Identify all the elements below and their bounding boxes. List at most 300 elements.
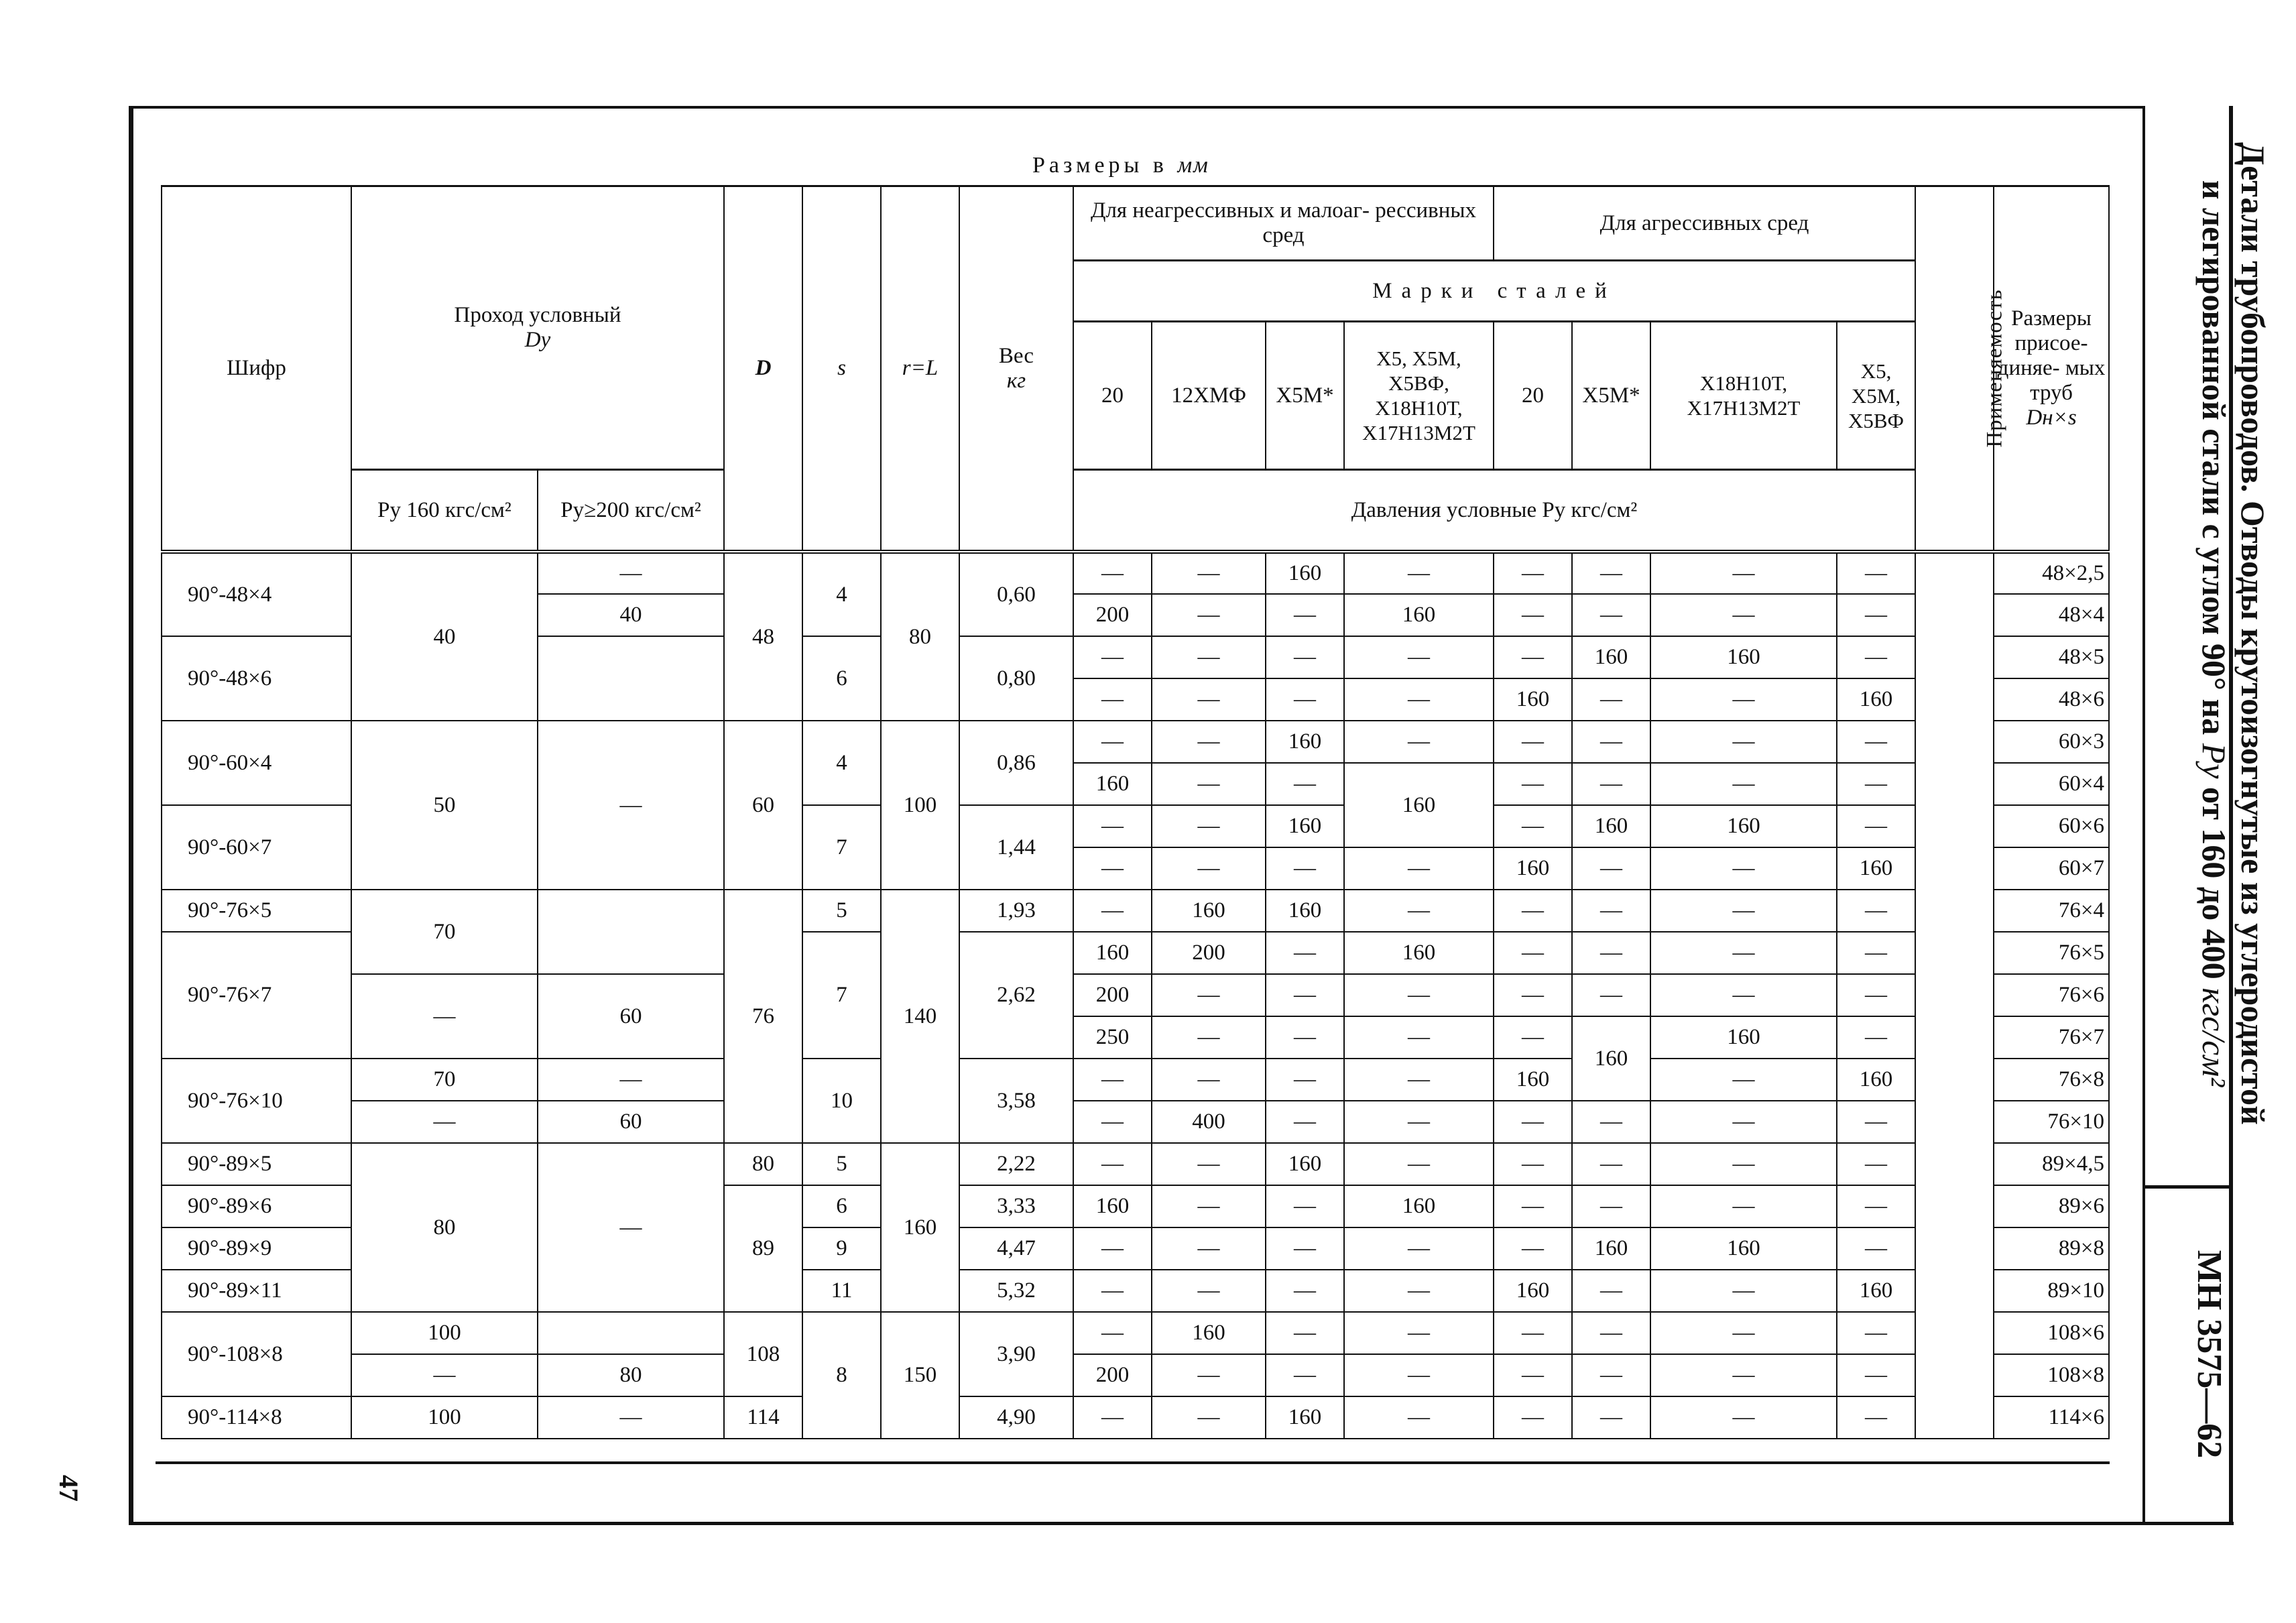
- connected-cell: 76×4: [1994, 890, 2109, 932]
- pressure-cell: —: [1344, 974, 1494, 1016]
- pressure-cell: —: [1344, 678, 1494, 721]
- pressure-cell: —: [1344, 1396, 1494, 1439]
- pressure-cell: —: [1650, 678, 1837, 721]
- pressure-cell: —: [1837, 1354, 1915, 1396]
- connected-cell: 76×7: [1994, 1016, 2109, 1059]
- pressure-cell: 160: [1344, 594, 1494, 636]
- pressure-cell: —: [1837, 594, 1915, 636]
- pressure-cell: —: [1266, 678, 1344, 721]
- table-row: [162, 974, 2109, 1016]
- pressure-cell: —: [1650, 763, 1837, 805]
- pressure-cell: —: [1494, 1227, 1572, 1270]
- pressure-cell: 160: [1266, 805, 1344, 847]
- py160-header: Pу 160 кгс/см²: [351, 470, 538, 552]
- s-cell: 9: [802, 1227, 881, 1270]
- pressure-cell: 160: [1572, 1016, 1650, 1101]
- pressure-cell: —: [1266, 1312, 1344, 1354]
- pressure-cell: —: [1837, 1312, 1915, 1354]
- pressure-cell: —: [1494, 932, 1572, 974]
- pressure-cell: 160: [1837, 678, 1915, 721]
- py200-cell: 60: [538, 1101, 724, 1143]
- pressure-cell: —: [1837, 1227, 1915, 1270]
- pressure-cell: —: [1344, 721, 1494, 763]
- code-cell: 90°-89×5: [162, 1143, 351, 1185]
- connected-cell: 89×10: [1994, 1270, 2109, 1312]
- table-row: [162, 552, 2109, 594]
- pressure-cell: 160: [1073, 1185, 1152, 1227]
- connected-cell: 48×5: [1994, 636, 2109, 678]
- pressure-cell: —: [1152, 552, 1266, 594]
- connected-cell: 89×4,5: [1994, 1143, 2109, 1185]
- s-cell: 6: [802, 636, 881, 721]
- pressure-cell: —: [1650, 1185, 1837, 1227]
- pressure-cell: —: [1837, 932, 1915, 974]
- col-code-header: Шифр: [162, 186, 351, 552]
- pressure-cell: —: [1266, 974, 1344, 1016]
- s-cell: 10: [802, 1059, 881, 1143]
- pressure-cell: —: [1572, 1354, 1650, 1396]
- pressure-cell: —: [1073, 636, 1152, 678]
- pressure-cell: —: [1837, 721, 1915, 763]
- s-cell: 4: [802, 552, 881, 636]
- table-row: [162, 1396, 2109, 1439]
- pressure-cell: —: [1650, 890, 1837, 932]
- pressure-cell: 160: [1266, 890, 1344, 932]
- py160-cell: 80: [351, 1143, 538, 1312]
- py160-cell: 100: [351, 1312, 538, 1354]
- pressure-cell: —: [1572, 1396, 1650, 1439]
- rL-cell: 140: [881, 890, 959, 1143]
- pressure-cell: —: [1266, 1016, 1344, 1059]
- table-row: [162, 1354, 2109, 1396]
- pressure-cell: —: [1152, 1396, 1266, 1439]
- s-cell: 11: [802, 1270, 881, 1312]
- weight-cell: 5,32: [959, 1270, 1073, 1312]
- table-row: [162, 1059, 2109, 1101]
- pressure-cell: —: [1152, 594, 1266, 636]
- pressure-cell: —: [1344, 1270, 1494, 1312]
- connected-cell: 60×6: [1994, 805, 2109, 847]
- grade-header-7: Х18Н10Т, Х17Н13М2Т: [1650, 322, 1837, 470]
- pressure-cell: —: [1344, 1312, 1494, 1354]
- frame-top-line: [131, 106, 2142, 109]
- pressure-cell: 160: [1650, 805, 1837, 847]
- grade-header-8: Х5, Х5М, Х5ВФ: [1837, 322, 1915, 470]
- D-cell: 48: [724, 552, 802, 721]
- code-cell: 90°-114×8: [162, 1396, 351, 1439]
- pressure-cell: —: [1266, 1059, 1344, 1101]
- pressure-cell: —: [1344, 1354, 1494, 1396]
- connected-cell: 108×8: [1994, 1354, 2109, 1396]
- table-row: [162, 721, 2109, 763]
- weight-cell: 0,80: [959, 636, 1073, 721]
- pressure-cell: 250: [1073, 1016, 1152, 1059]
- pressure-cell: —: [1152, 974, 1266, 1016]
- s-cell: 5: [802, 890, 881, 932]
- pressure-cell: —: [1152, 1059, 1266, 1101]
- pressure-cell: —: [1650, 1270, 1837, 1312]
- pressure-cell: —: [1344, 636, 1494, 678]
- pressure-cell: 160: [1572, 805, 1650, 847]
- pressure-cell: —: [1572, 974, 1650, 1016]
- pressure-cell: —: [1494, 763, 1572, 805]
- pressure-cell: —: [1494, 721, 1572, 763]
- pressure-cell: —: [1073, 1270, 1152, 1312]
- applicability-header: Применяемость: [1915, 186, 1994, 552]
- pressure-cell: —: [1494, 636, 1572, 678]
- units-caption: Размеры в мм: [1032, 153, 1209, 178]
- aggressive-header: Для агрессивных сред: [1494, 186, 1915, 261]
- py200-cell: [538, 1312, 724, 1354]
- code-cell: 90°-48×6: [162, 636, 351, 721]
- py200-cell: —: [538, 721, 724, 890]
- s-cell: 4: [802, 721, 881, 805]
- weight-cell: 0,86: [959, 721, 1073, 805]
- pressure-cell: —: [1837, 763, 1915, 805]
- pressure-cell: —: [1572, 1101, 1650, 1143]
- weight-cell: 4,47: [959, 1227, 1073, 1270]
- pressure-cell: 160: [1650, 1016, 1837, 1059]
- table-row: [162, 1101, 2109, 1143]
- grade-header-2: 12ХМФ: [1152, 322, 1266, 470]
- pressure-cell: 160: [1837, 847, 1915, 890]
- pressure-cell: —: [1837, 1185, 1915, 1227]
- s-cell: 8: [802, 1312, 881, 1439]
- col-nominal-bore-header: Проход условный Dу: [351, 186, 724, 470]
- rL-cell: 150: [881, 1312, 959, 1439]
- pressure-cell: —: [1073, 678, 1152, 721]
- s-cell: 6: [802, 1185, 881, 1227]
- pressure-cell: —: [1494, 1185, 1572, 1227]
- pressure-cell: —: [1266, 1270, 1344, 1312]
- code-cell: 90°-76×5: [162, 890, 351, 932]
- pressure-cell: —: [1650, 1143, 1837, 1185]
- weight-cell: 1,93: [959, 890, 1073, 932]
- code-cell: 90°-76×7: [162, 932, 351, 1059]
- pressure-cell: —: [1837, 805, 1915, 847]
- weight-cell: 2,62: [959, 932, 1073, 1059]
- s-cell: 5: [802, 1143, 881, 1185]
- pressure-cell: 160: [1266, 1143, 1344, 1185]
- pressure-cell: —: [1152, 763, 1266, 805]
- pressure-cell: 160: [1494, 678, 1572, 721]
- title-line-2: и легированной стали с углом 90° на Pу от 160 до 400 кгс/см²: [2195, 180, 2233, 1087]
- weight-cell: 4,90: [959, 1396, 1073, 1439]
- code-cell: 90°-89×9: [162, 1227, 351, 1270]
- pressure-cell: 200: [1073, 594, 1152, 636]
- pressure-cell: —: [1650, 552, 1837, 594]
- pressure-cell: —: [1650, 1396, 1837, 1439]
- applicability-cell: [1915, 552, 1994, 1439]
- pressure-cell: —: [1266, 636, 1344, 678]
- table-row: [162, 1312, 2109, 1354]
- py160-cell: 70: [351, 890, 538, 974]
- pressure-cell: —: [1494, 1101, 1572, 1143]
- table-row: [162, 890, 2109, 932]
- col-rL-header: r=L: [881, 186, 959, 552]
- pressure-cell: —: [1073, 721, 1152, 763]
- pressure-cell: —: [1344, 847, 1494, 890]
- pressure-cell: —: [1344, 1059, 1494, 1101]
- pressure-cell: —: [1572, 932, 1650, 974]
- pressure-cell: —: [1152, 1270, 1266, 1312]
- pressure-cell: 160: [1494, 847, 1572, 890]
- pressure-cell: —: [1572, 1312, 1650, 1354]
- pressure-cell: —: [1152, 847, 1266, 890]
- pressure-cell: —: [1494, 1396, 1572, 1439]
- s-cell: 7: [802, 805, 881, 890]
- pressure-cell: —: [1073, 847, 1152, 890]
- pressure-cell: —: [1650, 974, 1837, 1016]
- pressure-cell: —: [1152, 1227, 1266, 1270]
- connected-cell: 76×5: [1994, 932, 2109, 974]
- grade-header-1: 20: [1073, 322, 1152, 470]
- pressure-cell: —: [1494, 974, 1572, 1016]
- pressure-cell: —: [1494, 552, 1572, 594]
- connected-cell: 48×2,5: [1994, 552, 2109, 594]
- page-number: 47: [54, 1475, 84, 1502]
- weight-cell: 2,22: [959, 1143, 1073, 1185]
- connected-cell: 76×6: [1994, 974, 2109, 1016]
- code-cell: 90°-76×10: [162, 1059, 351, 1143]
- pressure-cell: —: [1494, 1016, 1572, 1059]
- pressure-cell: —: [1572, 594, 1650, 636]
- pressure-cell: —: [1572, 552, 1650, 594]
- code-cell: 90°-89×11: [162, 1270, 351, 1312]
- code-cell: 90°-48×4: [162, 552, 351, 636]
- pressure-cell: —: [1266, 763, 1344, 805]
- pressure-cell: 160: [1344, 1185, 1494, 1227]
- pressure-cell: 200: [1152, 932, 1266, 974]
- frame-left-line: [129, 106, 133, 1524]
- D-cell: 60: [724, 721, 802, 890]
- pressure-cell: 160: [1266, 1396, 1344, 1439]
- py160-cell: 50: [351, 721, 538, 890]
- pressure-cell: —: [1266, 1354, 1344, 1396]
- pressure-cell: —: [1073, 1101, 1152, 1143]
- weight-cell: 3,90: [959, 1312, 1073, 1396]
- specification-table-wrapper: [161, 185, 2108, 1439]
- pressure-cell: —: [1344, 1016, 1494, 1059]
- frame-bottom-line: [129, 1522, 2234, 1525]
- pressure-cell: —: [1344, 1227, 1494, 1270]
- connected-pipes-header: Размеры присое- диняе- мых труб Dн×s: [1994, 186, 2109, 552]
- pressure-cell: —: [1073, 1059, 1152, 1101]
- pressure-cell: —: [1572, 721, 1650, 763]
- col-s-header: s: [802, 186, 881, 552]
- code-cell: 90°-60×7: [162, 805, 351, 890]
- pressure-cell: —: [1073, 1396, 1152, 1439]
- connected-cell: 48×6: [1994, 678, 2109, 721]
- pressure-cell: —: [1572, 678, 1650, 721]
- pressure-cell: —: [1650, 1312, 1837, 1354]
- pressure-cell: —: [1837, 1016, 1915, 1059]
- specification-table: [161, 185, 2110, 1439]
- pressure-cell: —: [1572, 1185, 1650, 1227]
- D-cell: 89: [724, 1185, 802, 1312]
- weight-cell: 3,33: [959, 1185, 1073, 1227]
- rL-cell: 80: [881, 552, 959, 721]
- connected-cell: 89×6: [1994, 1185, 2109, 1227]
- pressure-cell: —: [1344, 552, 1494, 594]
- pressure-cell: —: [1494, 594, 1572, 636]
- py200-cell: 60: [538, 974, 724, 1059]
- code-cell: 90°-108×8: [162, 1312, 351, 1396]
- pressure-cell: —: [1494, 805, 1572, 847]
- py200-cell: 40: [538, 594, 724, 636]
- grade-header-4: Х5, Х5М, Х5ВФ, Х18Н10Т, Х17Н13М2Т: [1344, 322, 1494, 470]
- pressure-cell: —: [1494, 1312, 1572, 1354]
- grade-header-5: 20: [1494, 322, 1572, 470]
- pressure-cell: —: [1266, 932, 1344, 974]
- pressure-cell: 160: [1073, 932, 1152, 974]
- pressures-header: Давления условные Pу кгс/см²: [1073, 470, 1915, 552]
- weight-cell: 3,58: [959, 1059, 1073, 1143]
- pressure-cell: —: [1152, 678, 1266, 721]
- D-cell: 76: [724, 890, 802, 1143]
- pressure-cell: —: [1837, 1101, 1915, 1143]
- pressure-cell: 160: [1344, 763, 1494, 847]
- weight-cell: 0,60: [959, 552, 1073, 636]
- pressure-cell: —: [1073, 1312, 1152, 1354]
- py200-cell: —: [538, 1396, 724, 1439]
- pressure-cell: —: [1650, 594, 1837, 636]
- pressure-cell: 160: [1152, 1312, 1266, 1354]
- document-title: [2125, 107, 2273, 1160]
- pressure-cell: —: [1650, 1354, 1837, 1396]
- pressure-cell: 400: [1152, 1101, 1266, 1143]
- pressure-cell: 160: [1650, 1227, 1837, 1270]
- rL-cell: 100: [881, 721, 959, 890]
- pressure-cell: —: [1650, 1101, 1837, 1143]
- py200-cell: [538, 890, 724, 974]
- pressure-cell: —: [1073, 890, 1152, 932]
- pressure-cell: —: [1572, 847, 1650, 890]
- standard-code: МН 3575—62: [2190, 1250, 2228, 1459]
- pressure-cell: —: [1344, 890, 1494, 932]
- pressure-cell: —: [1494, 1143, 1572, 1185]
- pressure-cell: —: [1344, 1101, 1494, 1143]
- pressure-cell: 160: [1266, 552, 1344, 594]
- pressure-cell: 160: [1266, 721, 1344, 763]
- pressure-cell: —: [1152, 721, 1266, 763]
- pressure-cell: —: [1344, 1143, 1494, 1185]
- s-cell: 7: [802, 932, 881, 1059]
- pressure-cell: 200: [1073, 974, 1152, 1016]
- pressure-cell: —: [1152, 1143, 1266, 1185]
- table-body: [162, 552, 2109, 1439]
- pressure-cell: 160: [1572, 636, 1650, 678]
- pressure-cell: 160: [1572, 1227, 1650, 1270]
- pressure-cell: 160: [1344, 932, 1494, 974]
- steel-grades-header: Марки сталей: [1073, 261, 1915, 322]
- code-cell: 90°-60×4: [162, 721, 351, 805]
- connected-cell: 60×7: [1994, 847, 2109, 890]
- pressure-cell: —: [1073, 1227, 1152, 1270]
- pressure-cell: —: [1266, 847, 1344, 890]
- rL-cell: 160: [881, 1143, 959, 1312]
- pressure-cell: —: [1266, 594, 1344, 636]
- pressure-cell: —: [1572, 1143, 1650, 1185]
- py200-cell: [538, 636, 724, 721]
- pressure-cell: —: [1837, 552, 1915, 594]
- py160-cell: 40: [351, 552, 538, 721]
- py160-cell: 100: [351, 1396, 538, 1439]
- pressure-cell: 160: [1494, 1270, 1572, 1312]
- pressure-cell: —: [1494, 890, 1572, 932]
- pressure-cell: —: [1650, 1059, 1837, 1101]
- grade-header-6: Х5М*: [1572, 322, 1650, 470]
- pressure-cell: —: [1073, 552, 1152, 594]
- pressure-cell: —: [1837, 1143, 1915, 1185]
- pressure-cell: —: [1572, 763, 1650, 805]
- title-line-1: Детали трубопроводов. Отводы крутоизогнутые из углеродистой: [2234, 142, 2272, 1125]
- pressure-cell: 160: [1837, 1059, 1915, 1101]
- pressure-cell: —: [1572, 1270, 1650, 1312]
- pressure-cell: —: [1650, 721, 1837, 763]
- pressure-cell: —: [1073, 1143, 1152, 1185]
- pressure-cell: —: [1073, 805, 1152, 847]
- pressure-cell: —: [1837, 890, 1915, 932]
- py160-cell: 70: [351, 1059, 538, 1101]
- pressure-cell: 160: [1837, 1270, 1915, 1312]
- D-cell: 108: [724, 1312, 802, 1396]
- table-bottom-rule: [156, 1461, 2110, 1464]
- py160-cell: —: [351, 1101, 538, 1143]
- connected-cell: 108×6: [1994, 1312, 2109, 1354]
- code-cell: 90°-89×6: [162, 1185, 351, 1227]
- non-aggressive-header: Для неагрессивных и малоаг- рессивных сред: [1073, 186, 1494, 261]
- py200-cell: 80: [538, 1354, 724, 1396]
- weight-cell: 1,44: [959, 805, 1073, 890]
- pressure-cell: —: [1266, 1185, 1344, 1227]
- py200-cell: —: [538, 1059, 724, 1101]
- pressure-cell: —: [1837, 1396, 1915, 1439]
- pressure-cell: —: [1152, 1185, 1266, 1227]
- table-row: [162, 1143, 2109, 1185]
- connected-cell: 76×8: [1994, 1059, 2109, 1101]
- pressure-cell: —: [1266, 1101, 1344, 1143]
- pressure-cell: 160: [1650, 636, 1837, 678]
- pressure-cell: —: [1572, 890, 1650, 932]
- pressure-cell: —: [1152, 805, 1266, 847]
- pressure-cell: —: [1494, 1354, 1572, 1396]
- pressure-cell: —: [1152, 1354, 1266, 1396]
- py200-header: Pу≥200 кгс/см²: [538, 470, 724, 552]
- pressure-cell: —: [1837, 974, 1915, 1016]
- pressure-cell: —: [1650, 847, 1837, 890]
- D-cell: 80: [724, 1143, 802, 1185]
- pressure-cell: 160: [1073, 763, 1152, 805]
- col-D-header: D: [724, 186, 802, 552]
- pressure-cell: —: [1152, 636, 1266, 678]
- connected-cell: 48×4: [1994, 594, 2109, 636]
- connected-cell: 60×4: [1994, 763, 2109, 805]
- col-weight-header: Вес кг: [959, 186, 1073, 552]
- py160-cell: —: [351, 974, 538, 1059]
- pressure-cell: 160: [1152, 890, 1266, 932]
- connected-cell: 114×6: [1994, 1396, 2109, 1439]
- connected-cell: 89×8: [1994, 1227, 2109, 1270]
- py200-cell: —: [538, 552, 724, 594]
- pressure-cell: 200: [1073, 1354, 1152, 1396]
- py160-cell: —: [351, 1354, 538, 1396]
- D-cell: 114: [724, 1396, 802, 1439]
- pressure-cell: —: [1650, 932, 1837, 974]
- pressure-cell: 160: [1494, 1059, 1572, 1101]
- pressure-cell: —: [1266, 1227, 1344, 1270]
- pressure-cell: —: [1152, 1016, 1266, 1059]
